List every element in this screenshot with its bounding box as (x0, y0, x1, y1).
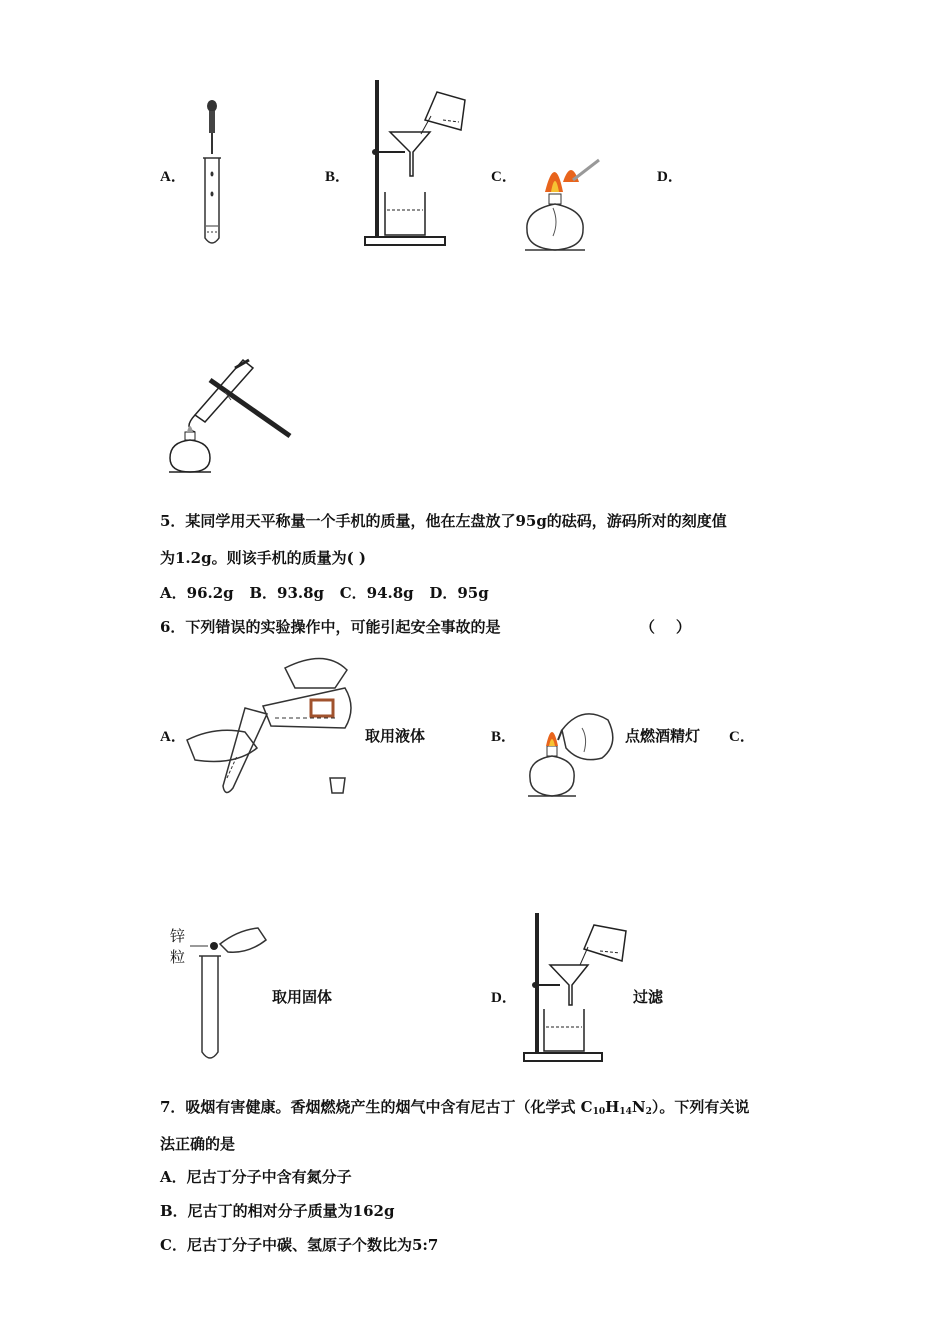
lamp-to-lamp-lighting-figure (522, 708, 622, 803)
q4-option-a-label: A． (160, 169, 186, 185)
q7-sub-hydrogen: 14 (619, 1107, 632, 1117)
q7-option-b: B．尼古丁的相对分子质量为162g (160, 1202, 395, 1220)
q7-sub-nitrogen: 2 (645, 1107, 652, 1117)
filtration-setup-d-figure (522, 913, 632, 1065)
dropper-test-tube-figure (195, 98, 235, 250)
q7-stem-pre: 7．吸烟有害健康。香烟燃烧产生的烟气中含有尼古丁（化学式 C (160, 1098, 593, 1116)
alcohol-lamp-lighting-figure (515, 152, 615, 258)
filtration-setup-figure (365, 80, 475, 250)
q6-caption-b: 点燃酒精灯 (625, 727, 701, 745)
q6-caption-c: 取用固体 (272, 988, 333, 1006)
q5-options: A．96.2g B．93.8g C．94.8g D．95g (160, 584, 489, 602)
q7-option-a: A．尼古丁分子中含有氮分子 (160, 1168, 352, 1186)
q7-option-c: C．尼古丁分子中碳、氢原子个数比为5:7 (160, 1236, 439, 1254)
q7-nitrogen: N (631, 1098, 646, 1116)
q6-caption-d: 过滤 (633, 988, 664, 1006)
q6-option-a-label: A． (160, 729, 186, 745)
q7-stem-line1 (160, 1096, 749, 1117)
q5-stem-line1: 5．某同学用天平称量一个手机的质量，他在左盘放了95g的砝码，游码所对的刻度值 (160, 512, 727, 530)
pouring-liquid-figure (185, 648, 360, 798)
q6-option-c-label: C． (729, 729, 755, 745)
q6-stem: 6．下列错误的实验操作中，可能引起安全事故的是 (160, 618, 501, 636)
q7-hydrogen: H (605, 1098, 620, 1116)
solid-zinc-test-tube-figure (188, 920, 273, 1065)
q6-option-d-label: D． (491, 990, 517, 1006)
q6-caption-a: 取用液体 (365, 727, 426, 745)
q4-option-b-label: B． (325, 169, 351, 185)
q4-option-c-label: C． (491, 169, 517, 185)
q5-stem-line2: 为1.2g。则该手机的质量为( ) (160, 549, 367, 567)
q7-sub-carbon: 10 (592, 1107, 606, 1117)
q4-option-d-label: D． (657, 169, 683, 185)
heating-test-tube-figure (165, 350, 295, 480)
q7-stem-post: ）。下列有关说 (651, 1098, 750, 1116)
q6-answer-bracket: （ ） (640, 618, 691, 636)
zinc-label-top: 锌 (170, 927, 186, 945)
zinc-label-bottom: 粒 (170, 948, 186, 966)
q6-option-b-label: B． (491, 729, 517, 745)
q7-stem-line2: 法正确的是 (160, 1135, 236, 1153)
